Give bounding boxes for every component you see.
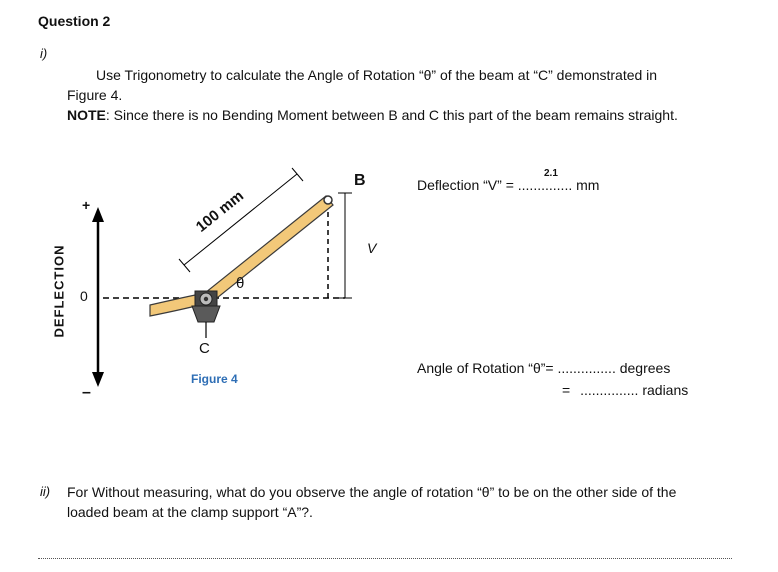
instruction-line-1: Use Trigonometry to calculate the Angle of Rotation “θ” of the beam at “C” demonstrated in: [96, 67, 658, 83]
deflection-axis-label-box: [52, 236, 66, 346]
angle-answer-row-1: [417, 358, 670, 378]
angle-degrees-unit: degrees: [619, 360, 671, 376]
negative-sign: –: [82, 384, 91, 401]
deflection-label: Deflection “V” =: [417, 177, 514, 193]
deflection-axis-label: DEFLECTION: [51, 244, 67, 338]
deflection-v-label: V: [367, 240, 377, 256]
note-label: NOTE: [67, 107, 106, 123]
part-i-label: i): [40, 46, 48, 61]
figure-caption: Figure 4: [191, 372, 238, 386]
deflection-arrow-up-icon: [92, 207, 104, 222]
clamp-c-icon: [192, 291, 220, 338]
angle-radians-blank[interactable]: ...............: [580, 382, 639, 398]
part-ii-label: ii): [40, 484, 51, 499]
theta-label: θ: [236, 275, 245, 292]
point-c-label: C: [199, 340, 210, 357]
positive-sign: +: [82, 197, 91, 213]
angle-answer-row-2: [562, 380, 688, 400]
note-text: : Since there is no Bending Moment between B and C this part of the beam remains straight.: [105, 107, 678, 123]
deflection-value: 2.1: [544, 168, 558, 179]
deflection-answer-blank[interactable]: ..............: [517, 177, 573, 193]
angle-degrees-blank[interactable]: ...............: [557, 360, 616, 376]
question-title: Question 2: [38, 13, 111, 29]
answer-line[interactable]: [38, 558, 732, 559]
angle-label: Angle of Rotation “θ”=: [417, 360, 554, 376]
angle-radians-unit: radians: [642, 382, 689, 398]
deflection-arrow-down-icon: [92, 372, 104, 387]
deflection-unit: mm: [576, 177, 600, 193]
point-b-marker: [324, 196, 332, 204]
part-ii-line-1: For Without measuring, what do you observe the angle of rotation “θ” to be on the other side of the: [67, 484, 677, 500]
part-ii-line-2: loaded beam at the clamp support “A”?.: [67, 504, 313, 520]
length-tick-right: [292, 168, 303, 181]
zero-label: 0: [80, 288, 88, 304]
length-label: 100 mm: [192, 187, 247, 236]
instruction-line-2: Figure 4.: [67, 87, 123, 103]
deflection-answer-row: [417, 175, 599, 195]
equals-sign: =: [562, 382, 571, 398]
point-b-label: B: [354, 172, 366, 189]
